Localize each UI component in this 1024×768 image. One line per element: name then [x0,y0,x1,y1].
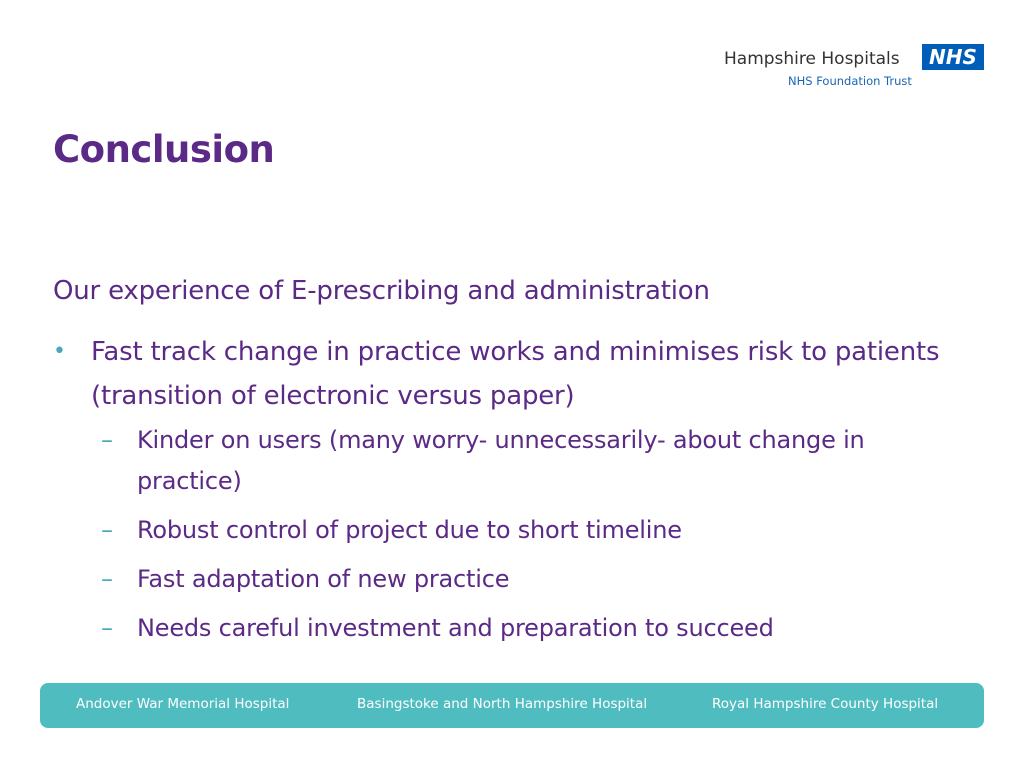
dash-icon: – [101,516,113,544]
dash-icon: – [101,426,113,454]
sub-bullet [101,420,961,502]
sub-bullet-text: Fast adaptation of new practice [137,565,510,593]
org-name: Hampshire Hospitals [724,49,900,69]
org-subtitle: NHS Foundation Trust [788,74,912,88]
dash-icon: – [101,614,113,642]
nhs-logo: NHS [922,44,984,70]
slide-title: Conclusion [53,128,275,171]
trust-logo [724,44,986,90]
sub-bullet-text: Needs careful investment and preparation to succeed [137,614,774,642]
sub-bullet [101,510,961,551]
dash-icon: – [101,565,113,593]
sub-bullet [101,608,961,649]
main-bullet-text: Fast track change in practice works and minimises risk to patients (transition of electronic versus paper) [91,337,940,411]
bullet-dot-icon: • [53,339,66,364]
main-bullet [53,330,953,418]
footer-hospital-andover: Andover War Memorial Hospital [76,696,290,712]
footer-hospital-royal: Royal Hampshire County Hospital [712,696,939,712]
sub-bullet-text: Kinder on users (many worry- unnecessarily- about change in practice) [137,426,865,495]
sub-bullet [101,559,961,600]
footer-bar [40,683,984,728]
intro-text: Our experience of E-prescribing and administration [53,276,710,306]
footer-hospital-basingstoke: Basingstoke and North Hampshire Hospital [357,696,648,712]
sub-bullet-text: Robust control of project due to short timeline [137,516,682,544]
